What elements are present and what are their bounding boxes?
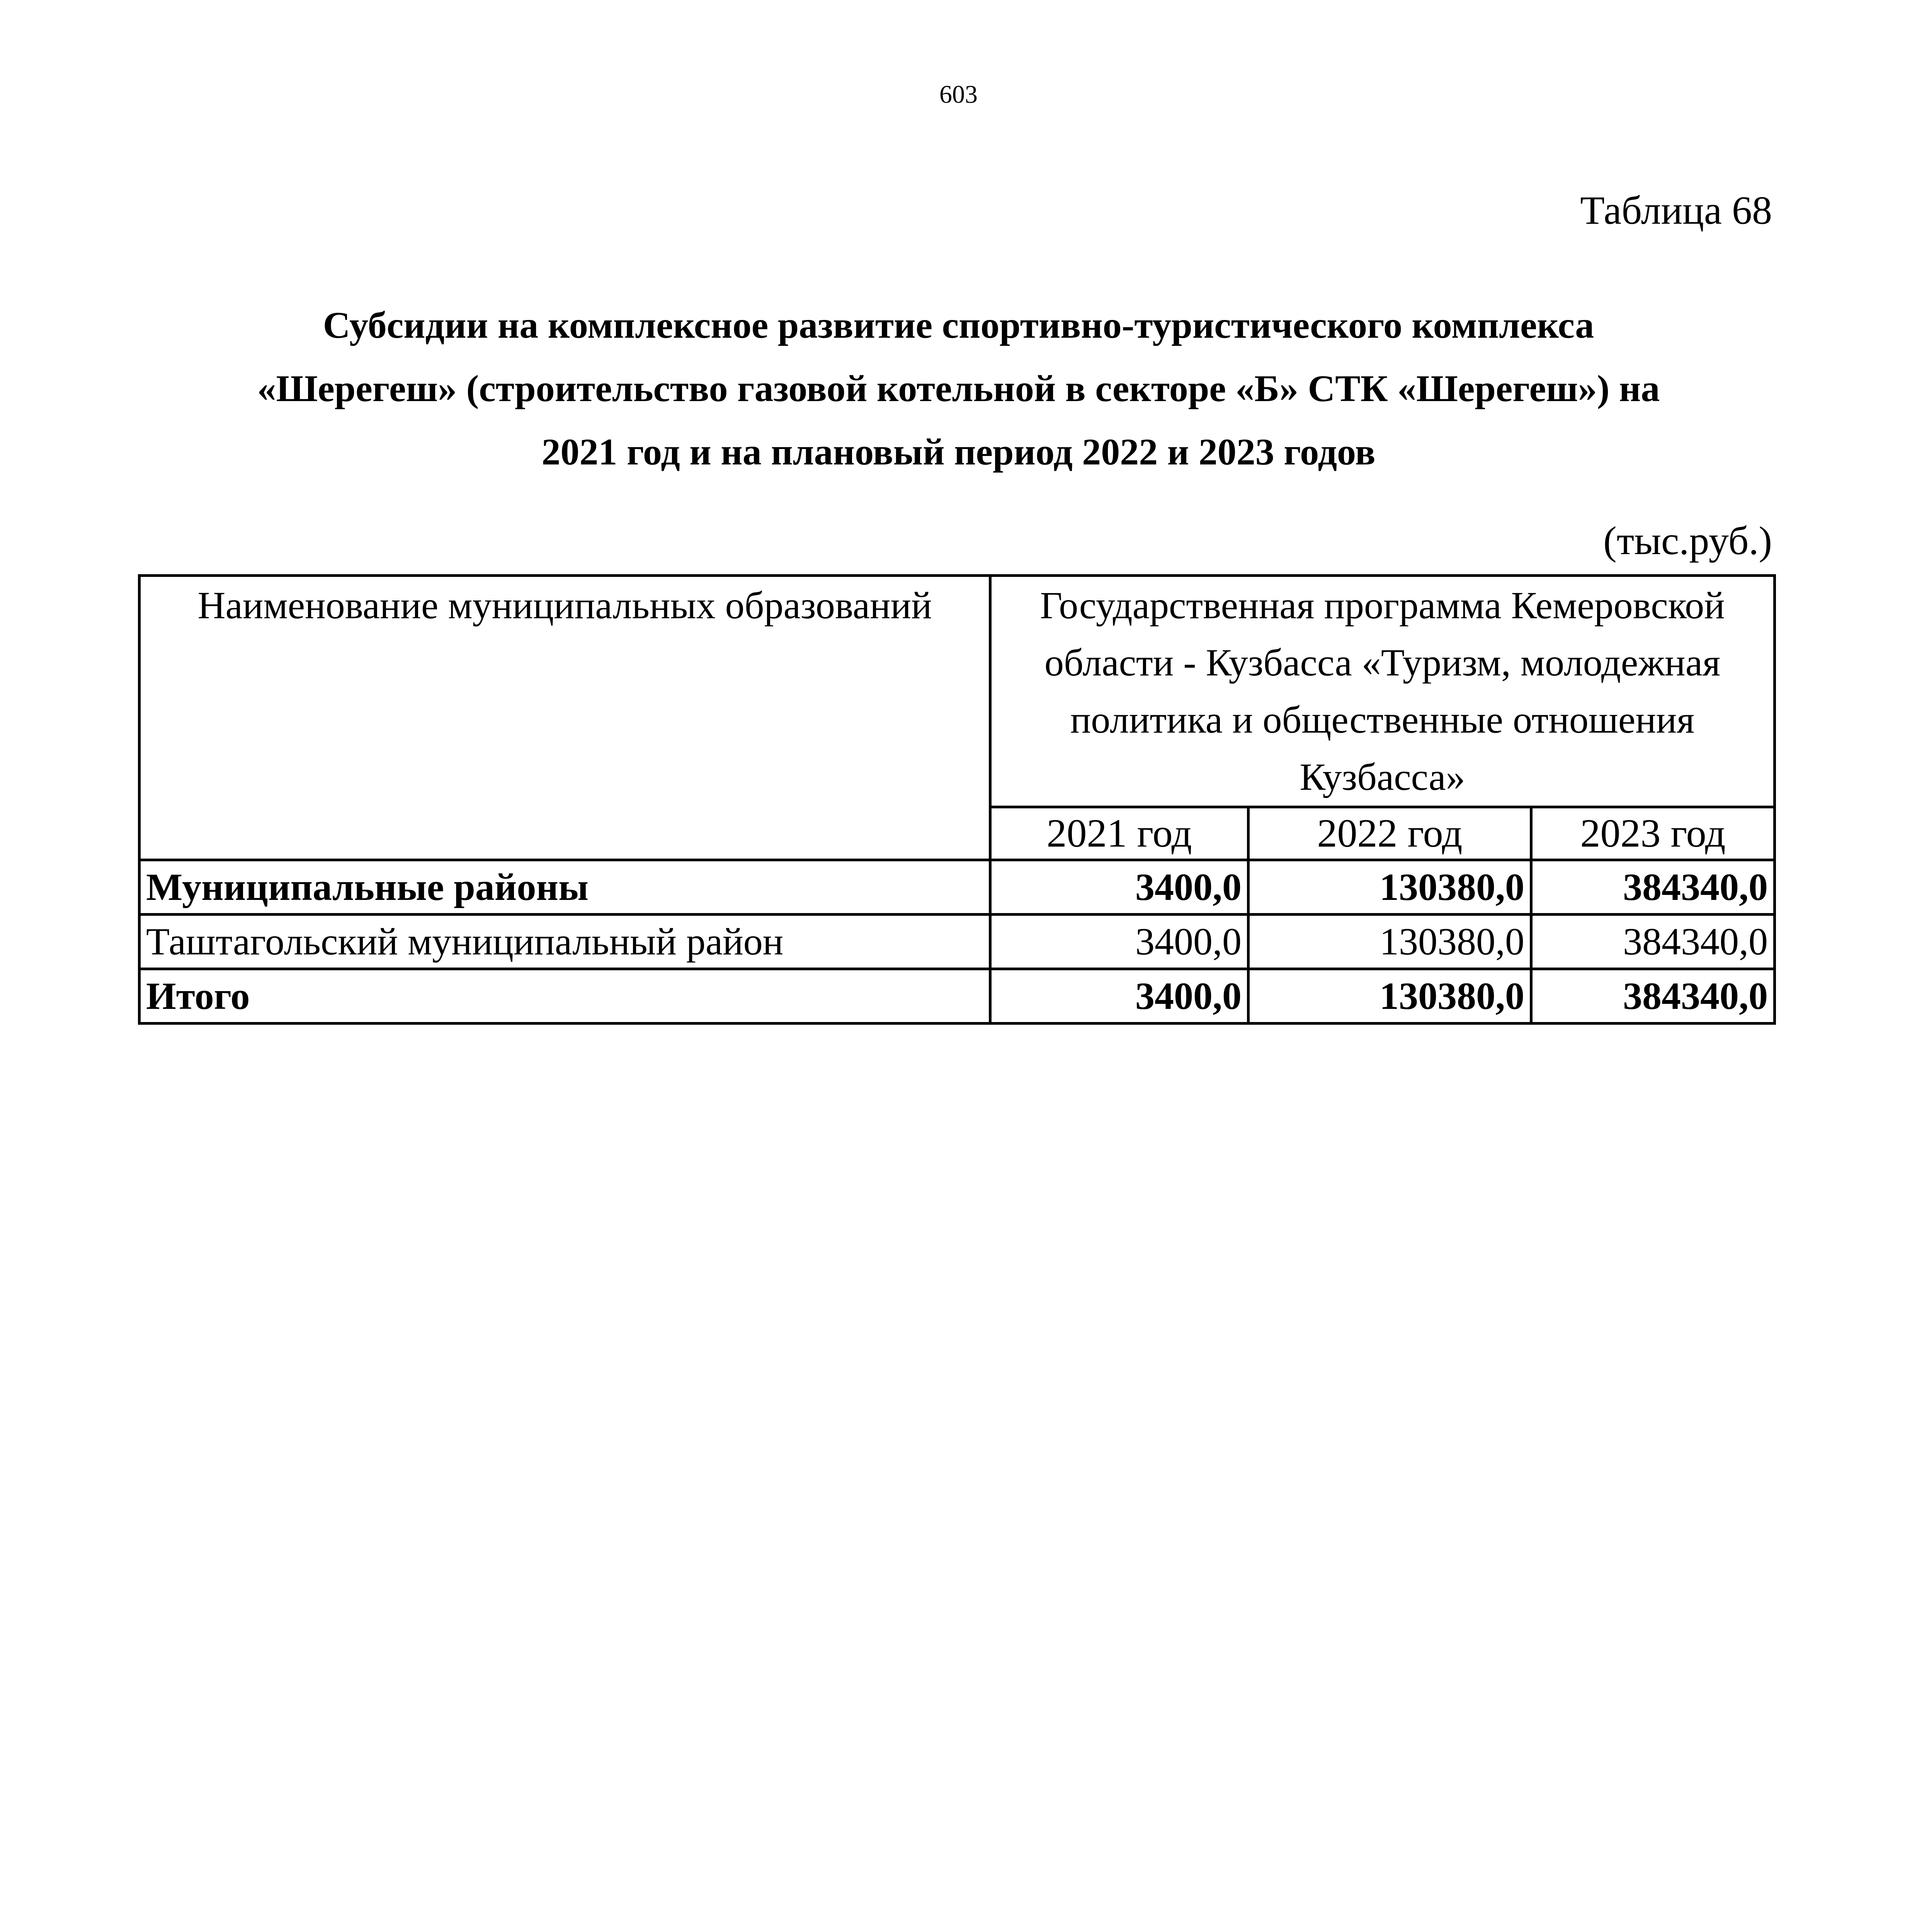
row-value-2021: 3400,0 bbox=[990, 969, 1249, 1024]
page-number: 603 bbox=[939, 80, 978, 109]
header-municipality-name: Наименование муниципальных образований bbox=[139, 576, 990, 860]
row-value-2022: 130380,0 bbox=[1249, 860, 1531, 915]
row-value-2023: 384340,0 bbox=[1531, 969, 1775, 1024]
units-label: (тыс.руб.) bbox=[1603, 519, 1772, 563]
title-line-1: Субсидии на комплексное развитие спортивно-туристического комплекса bbox=[323, 304, 1594, 346]
row-name: Итого bbox=[139, 969, 990, 1024]
row-value-2021: 3400,0 bbox=[990, 860, 1249, 915]
title-line-2: «Шерегеш» (строительство газовой котельной в секторе «Б» СТК «Шерегеш») на bbox=[257, 368, 1660, 410]
row-value-2023: 384340,0 bbox=[1531, 915, 1775, 969]
header-state-program: Государственная программа Кемеровской области - Кузбасса «Туризм, молодежная политика и общественные отношения Кузбасса» bbox=[990, 576, 1775, 807]
title-line-3: 2021 год и на плановый период 2022 и 2023 годов bbox=[541, 431, 1376, 473]
table-row-municipal-districts bbox=[139, 860, 1775, 915]
table-row-tashtagol-district bbox=[139, 915, 1775, 969]
document-title bbox=[155, 294, 1762, 484]
header-year-2021: 2021 год bbox=[990, 807, 1249, 860]
row-value-2022: 130380,0 bbox=[1249, 969, 1531, 1024]
table-row-total bbox=[139, 969, 1775, 1024]
row-value-2023: 384340,0 bbox=[1531, 860, 1775, 915]
header-year-2022: 2022 год bbox=[1249, 807, 1531, 860]
row-name: Муниципальные районы bbox=[139, 860, 990, 915]
table-header-row bbox=[139, 576, 1775, 807]
row-value-2021: 3400,0 bbox=[990, 915, 1249, 969]
subsidy-table bbox=[138, 574, 1776, 1025]
table-label: Таблица 68 bbox=[1580, 188, 1772, 233]
row-name: Таштагольский муниципальный район bbox=[139, 915, 990, 969]
header-year-2023: 2023 год bbox=[1531, 807, 1775, 860]
row-value-2022: 130380,0 bbox=[1249, 915, 1531, 969]
